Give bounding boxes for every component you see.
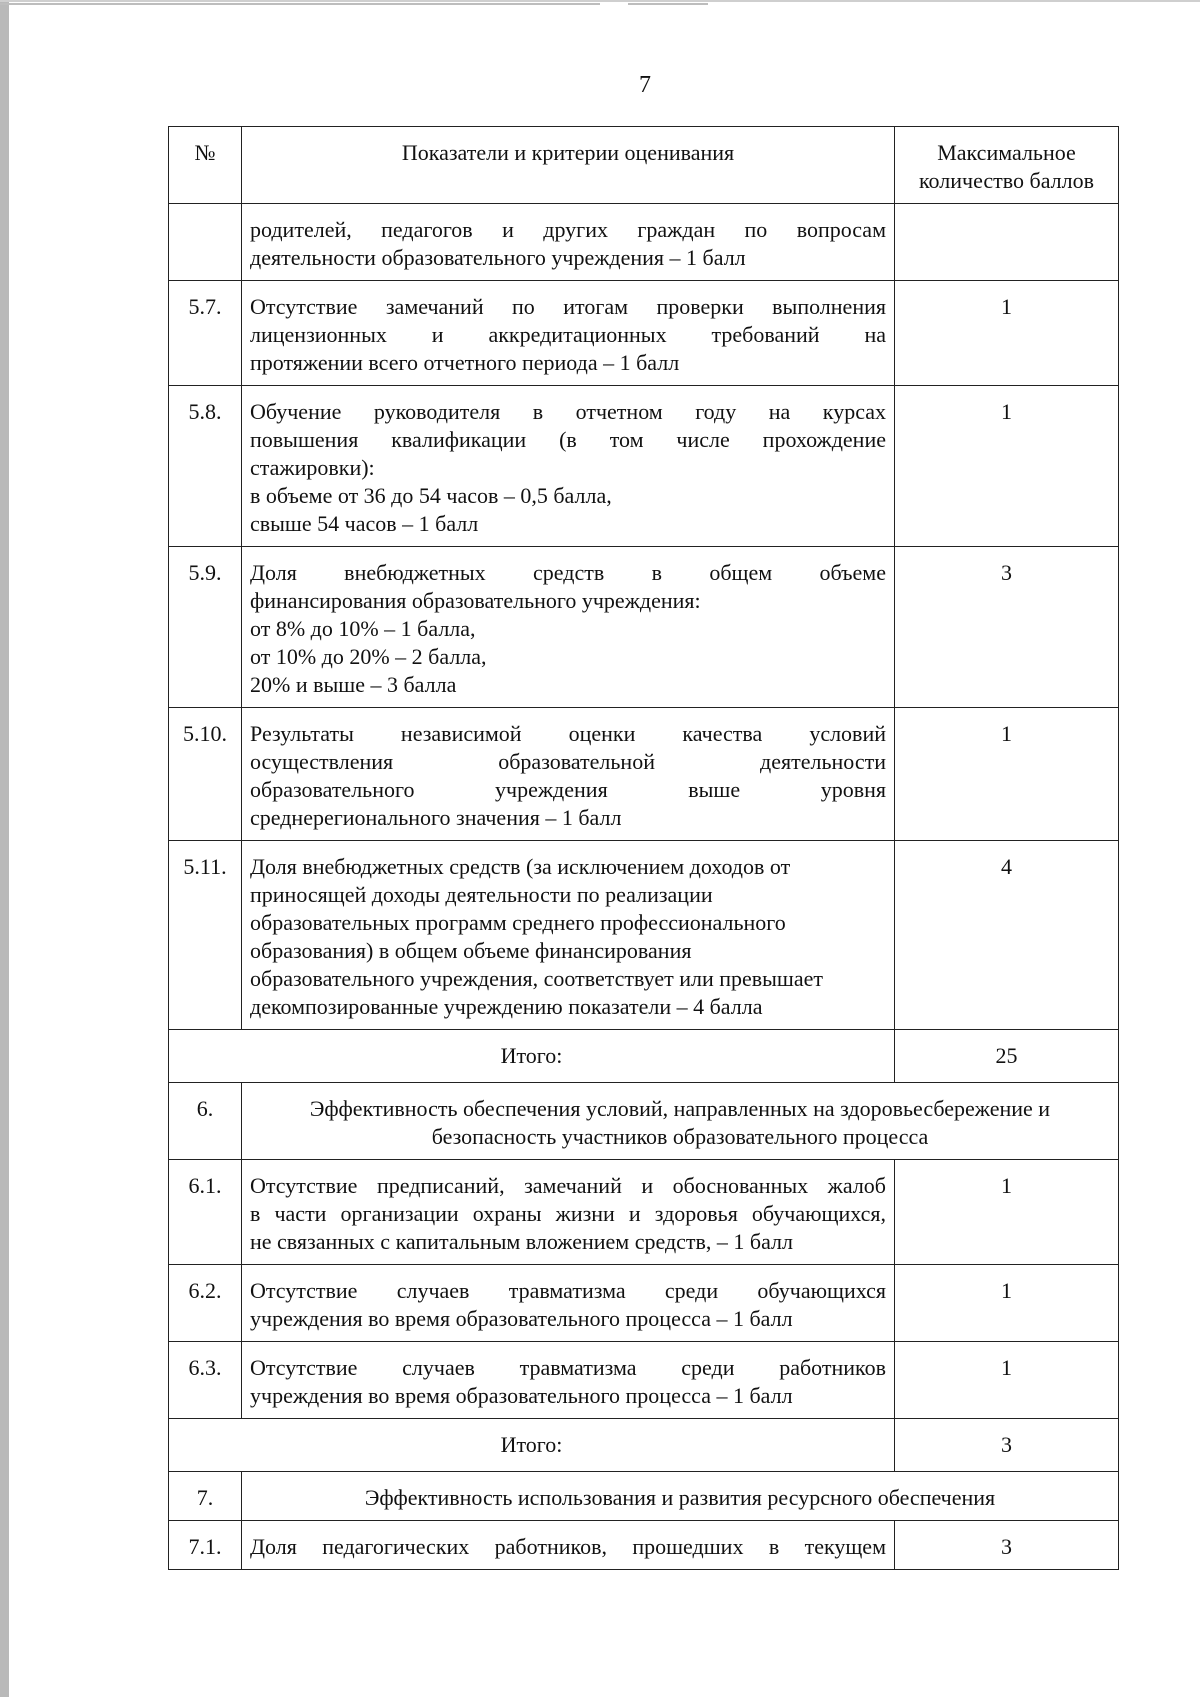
criterion-line: Эффективность обеспечения условий, направленных на здоровьесбережение и (309, 1096, 1051, 1121)
total-row (169, 1030, 1119, 1083)
total-label: Итого: (169, 1419, 895, 1472)
criterion-line: Доля внебюджетных средств в общем объеме (250, 560, 886, 585)
section-number: 6. (169, 1083, 242, 1160)
criterion-number: 6.3. (169, 1342, 242, 1419)
total-value: 25 (895, 1030, 1119, 1083)
table-row (169, 1265, 1119, 1342)
criterion-number: 7.1. (169, 1521, 242, 1570)
criterion-number: 5.9. (169, 547, 242, 708)
header-max-score-line: количество баллов (918, 168, 1095, 193)
table-row (169, 386, 1119, 547)
criterion-max-score: 1 (895, 708, 1119, 841)
criterion-line: деятельности образовательного учреждения – 1 балл (250, 245, 746, 270)
criterion-max-score: 3 (895, 547, 1119, 708)
total-label: Итого: (169, 1030, 895, 1083)
criterion-text (242, 1265, 895, 1342)
criterion-line: финансирования образовательного учреждения: (250, 588, 701, 613)
header-num: № (169, 127, 242, 204)
criterion-text (242, 1521, 895, 1570)
scan-top-line (0, 3, 600, 5)
criterion-line: учреждения во время образовательного процесса – 1 балл (250, 1383, 793, 1408)
table-row (169, 708, 1119, 841)
criterion-line: от 8% до 10% – 1 балла, (250, 616, 476, 641)
criterion-line: не связанных с капитальным вложением средств, – 1 балл (250, 1229, 794, 1254)
criterion-number: 5.7. (169, 281, 242, 386)
scan-edge-shadow (0, 0, 9, 1697)
criterion-max-score: 1 (895, 1160, 1119, 1265)
section-number: 7. (169, 1472, 242, 1521)
total-row (169, 1419, 1119, 1472)
criterion-max-score: 1 (895, 281, 1119, 386)
criterion-text (242, 547, 895, 708)
criterion-line: среднерегионального значения – 1 балл (250, 805, 622, 830)
criterion-line: осуществления образовательной деятельности (250, 749, 886, 774)
criterion-line: Обучение руководителя в отчетном году на курсах (250, 399, 886, 424)
criterion-line: родителей, педагогов и других граждан по вопросам (250, 217, 886, 242)
page-number: 7 (639, 72, 651, 98)
criterion-line: образования) в общем объеме финансирования (250, 938, 692, 963)
criterion-line: образовательных программ среднего профессионального (250, 910, 786, 935)
total-value: 3 (895, 1419, 1119, 1472)
criterion-line: образовательного учреждения выше уровня (250, 777, 886, 802)
criterion-line: Результаты независимой оценки качества условий (250, 721, 886, 746)
criterion-line: Эффективность использования и развития ресурсного обеспечения (364, 1485, 996, 1510)
criterion-max-score (895, 204, 1119, 281)
criterion-line: лицензионных и аккредитационных требований на (250, 322, 886, 347)
section-title (242, 1083, 1119, 1160)
criterion-max-score: 4 (895, 841, 1119, 1030)
criterion-line: от 10% до 20% – 2 балла, (250, 644, 487, 669)
criterion-number: 5.11. (169, 841, 242, 1030)
section-row (169, 1083, 1119, 1160)
section-title (242, 1472, 1119, 1521)
criterion-line: протяжении всего отчетного периода – 1 балл (250, 350, 680, 375)
criterion-text (242, 386, 895, 547)
table-row (169, 841, 1119, 1030)
criteria-table-body (169, 127, 1119, 1570)
criterion-line: безопасность участников образовательного процесса (431, 1124, 929, 1149)
criterion-number: 6.1. (169, 1160, 242, 1265)
scan-top-line (628, 3, 708, 5)
section-row (169, 1472, 1119, 1521)
criterion-max-score: 3 (895, 1521, 1119, 1570)
criterion-line: Отсутствие случаев травматизма среди работников (250, 1355, 886, 1380)
criterion-line: образовательного учреждения, соответствует или превышает (250, 966, 824, 991)
criterion-text (242, 841, 895, 1030)
criterion-line: декомпозированные учреждению показатели – 4 балла (250, 994, 763, 1019)
criterion-line: в объеме от 36 до 54 часов – 0,5 балла, (250, 483, 612, 508)
criterion-text (242, 1342, 895, 1419)
criterion-number: 6.2. (169, 1265, 242, 1342)
table-header-row (169, 127, 1119, 204)
criterion-line: свыше 54 часов – 1 балл (250, 511, 479, 536)
criteria-table (168, 126, 1119, 1570)
criterion-line: Отсутствие предписаний, замечаний и обоснованных жалоб (250, 1173, 886, 1198)
table-row (169, 204, 1119, 281)
criterion-line: Доля педагогических работников, прошедших в текущем (250, 1534, 886, 1559)
criterion-line: Отсутствие замечаний по итогам проверки выполнения (250, 294, 886, 319)
criterion-line: приносящей доходы деятельности по реализации (250, 882, 713, 907)
header-max-score-line: Максимальное (937, 140, 1076, 165)
criterion-number (169, 204, 242, 281)
criterion-number: 5.10. (169, 708, 242, 841)
criterion-max-score: 1 (895, 1342, 1119, 1419)
criterion-line: в части организации охраны жизни и здоровья обучающихся, (250, 1201, 886, 1226)
criterion-text (242, 281, 895, 386)
table-row (169, 1160, 1119, 1265)
criterion-line: Отсутствие случаев травматизма среди обучающихся (250, 1278, 886, 1303)
criterion-text (242, 708, 895, 841)
criterion-line: стажировки): (250, 455, 375, 480)
table-row (169, 281, 1119, 386)
criterion-line: Доля внебюджетных средств (за исключением доходов от (250, 854, 791, 879)
table-row (169, 1342, 1119, 1419)
header-criteria: Показатели и критерии оценивания (242, 127, 895, 204)
header-max-score (895, 127, 1119, 204)
table-row (169, 1521, 1119, 1570)
criterion-text (242, 204, 895, 281)
criterion-line: учреждения во время образовательного процесса – 1 балл (250, 1306, 793, 1331)
criterion-line: повышения квалификации (в том числе прохождение (250, 427, 886, 452)
criterion-text (242, 1160, 895, 1265)
criterion-max-score: 1 (895, 1265, 1119, 1342)
scan-top-line (0, 0, 1200, 2)
table-row (169, 547, 1119, 708)
criterion-max-score: 1 (895, 386, 1119, 547)
criterion-line: 20% и выше – 3 балла (250, 672, 457, 697)
criterion-number: 5.8. (169, 386, 242, 547)
